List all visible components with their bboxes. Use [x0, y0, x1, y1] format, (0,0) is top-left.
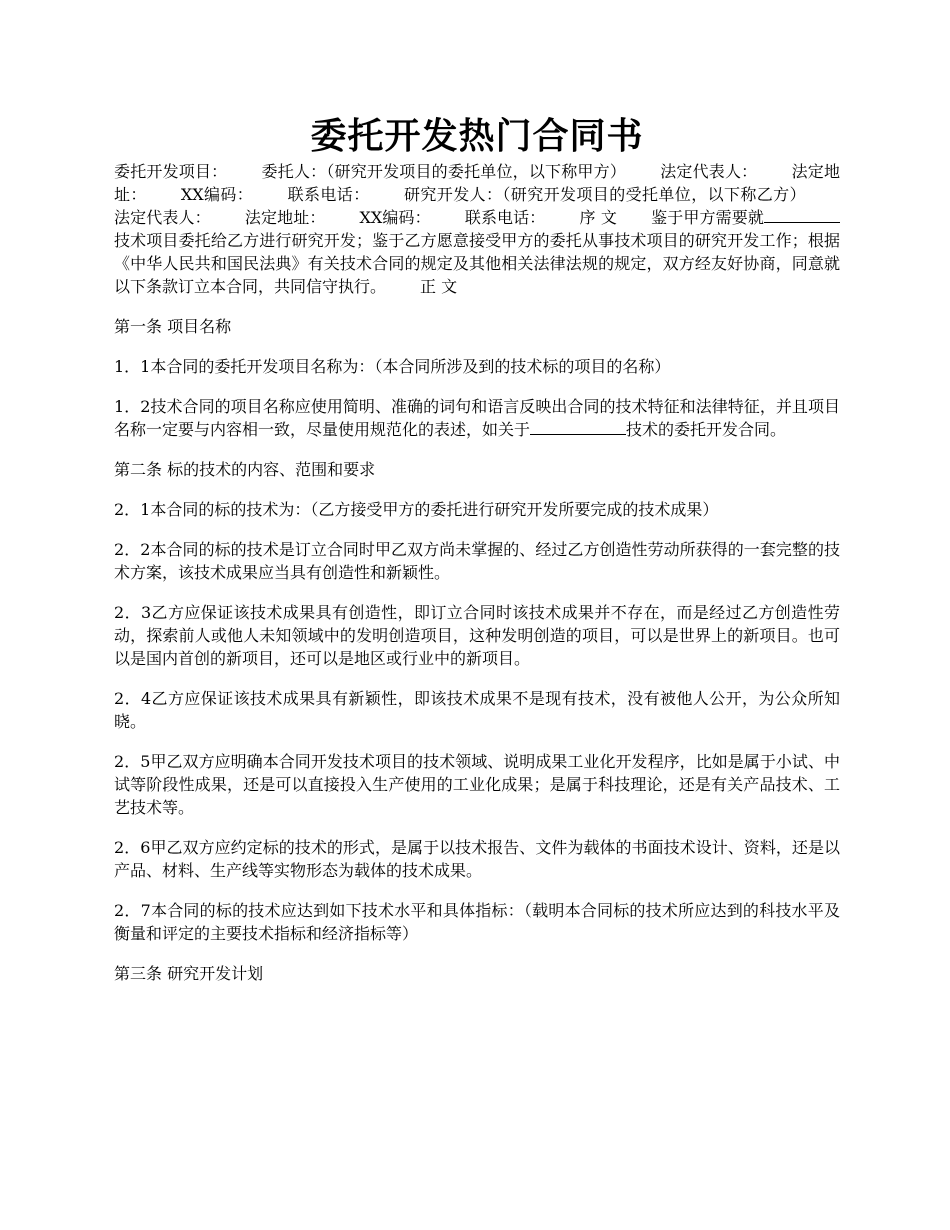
clause-2-4: 2．4乙方应保证该技术成果具有新颖性，即该技术成果不是现有技术，没有被他人公开，为公众所知晓。: [114, 689, 840, 731]
clause-2-2: 2．2本合同的标的技术是订立合同时甲乙双方尚未掌握的、经过乙方创造性劳动所获得的一套完整的技术方案，该技术成果应当具有创造性和新颖性。: [114, 540, 840, 582]
article-2-heading: 第二条 标的技术的内容、范围和要求: [114, 460, 376, 479]
clause-1-1: 1．1本合同的委托开发项目名称为：（本合同所涉及到的技术标的项目的名称）: [114, 357, 671, 376]
clause-1-2: [114, 395, 840, 441]
clause-2-7: 2．7本合同的标的技术应达到如下技术水平和具体指标：（载明本合同标的技术所应达到的科技水平及衡量和评定的主要技术指标和经济指标等）: [114, 901, 840, 943]
clause-2-3: 2．3乙方应保证该技术成果具有创造性，即订立合同时该技术成果并不存在，而是经过乙方创造性劳动，探索前人或他人未知领域中的发明创造项目，这种发明创造的项目，可以是世界上的新项目。也可以是国内首创的新项目，还可以是地区或行业中的新项目。: [114, 603, 840, 668]
article-3-heading: 第三条 研究开发计划: [114, 964, 264, 983]
field-address-a: 法定地址：: [114, 162, 840, 204]
intro-paragraph: [114, 160, 840, 298]
field-developer: 研究开发人：（研究开发项目的受托单位，以下称乙方）: [403, 185, 806, 204]
field-legal-rep-b: 法定代表人：: [114, 208, 211, 227]
article-1-heading: 第一条 项目名称: [114, 317, 232, 336]
field-legal-rep-a: 法定代表人：: [660, 162, 758, 181]
clause-2-6: 2．6甲乙双方应约定标的技术的形式，是属于以技术报告、文件为载体的书面技术设计、资料，还是以产品、材料、生产线等实物形态为载体的技术成果。: [114, 838, 840, 880]
field-address-b: 法定地址：: [244, 208, 326, 227]
clause-1-2-text-a: 1．2技术合同的项目名称应使用简明、准确的词句和语言反映出合同的技术特征和法律特征，并且项目名称一定要与内容相一致，尽量使用规范化的表述，如关于: [114, 397, 840, 439]
field-client: 委托人：（研究开发项目的委托单位，以下称甲方）: [261, 162, 627, 181]
preamble-heading: 序 文: [579, 208, 617, 227]
field-phone-a: 联系电话：: [287, 185, 370, 204]
body-heading: 正 文: [420, 277, 458, 296]
document-page: [114, 0, 840, 1002]
preamble-text-b: 技术项目委托给乙方进行研究开发；鉴于乙方愿意接受甲方的委托从事技术项目的研究开发工作；根据《中华人民共和国民法典》有关技术合同的规定及其他相关法律法规的规定，双方经友好协商，同意就以下条款订立本合同，共同信守执行。: [114, 231, 840, 296]
field-project: 委托开发项目：: [114, 162, 228, 181]
field-phone-b: 联系电话：: [464, 208, 546, 227]
blank-underline: [530, 418, 626, 435]
preamble-text-a: 鉴于甲方需要就: [650, 208, 764, 227]
field-code-b: XX编码：: [359, 208, 431, 227]
clause-1-2-text-b: 技术的委托开发合同。: [626, 420, 787, 439]
blank-underline: [764, 206, 840, 223]
field-code-a: XX编码：: [180, 185, 254, 204]
clause-2-1: 2．1本合同的标的技术为：（乙方接受甲方的委托进行研究开发所要完成的技术成果）: [114, 500, 719, 519]
document-title: 委托开发热门合同书: [310, 115, 644, 157]
clause-2-5: 2．5甲乙双方应明确本合同开发技术项目的技术领域、说明成果工业化开发程序，比如是属于小试、中试等阶段性成果，还是可以直接投入生产使用的工业化成果；是属于科技理论，还是有关产品技术、工艺技术等。: [114, 752, 840, 817]
